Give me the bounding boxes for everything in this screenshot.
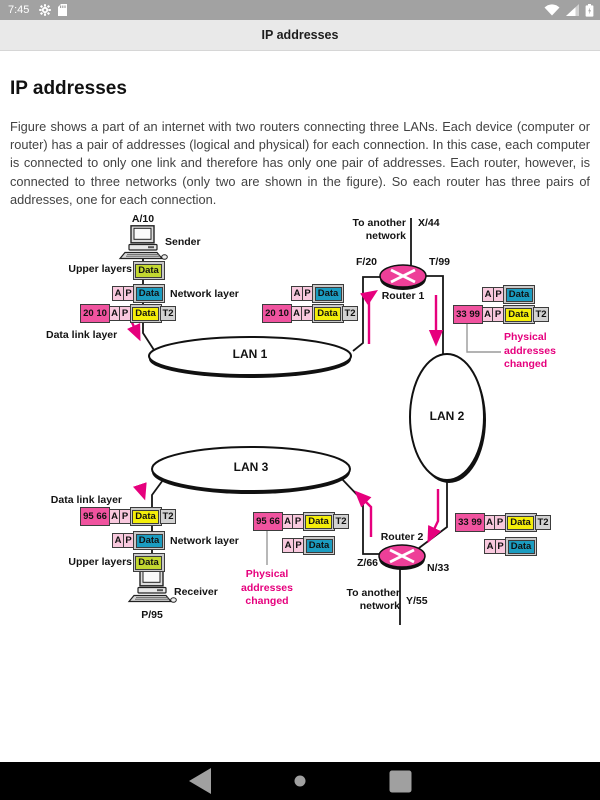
data-field-frame xyxy=(133,261,165,280)
router2-right-port-label: N/33 xyxy=(427,562,450,574)
physical-addresses-changed-note-2: Physical addresses changed xyxy=(241,568,293,607)
sender-network-packet xyxy=(112,284,165,303)
data-field-frame xyxy=(303,536,335,555)
data-field-frame xyxy=(133,284,165,303)
router2-node xyxy=(379,545,425,570)
logical-address-a: A xyxy=(112,286,124,301)
receiver-label: Receiver xyxy=(174,586,218,598)
logical-address-a: A xyxy=(109,306,121,321)
physical-addresses-changed-note-1: Physical addresses changed xyxy=(504,331,556,370)
router1-third-port-label: X/44 xyxy=(418,217,440,229)
gear-icon xyxy=(39,4,51,16)
home-icon xyxy=(294,775,306,787)
data-field: Data xyxy=(505,308,532,322)
router1-out-datalink-frame xyxy=(453,305,549,324)
physical-address-pair: 33 99 xyxy=(453,305,483,324)
data-field: Data xyxy=(132,510,159,524)
physical-address-pair: 20 10 xyxy=(80,304,110,323)
data-field-frame xyxy=(505,513,537,532)
data-field: Data xyxy=(315,287,342,301)
upper-layers-label-sender: Upper layers xyxy=(68,263,132,275)
logical-address-p: P xyxy=(119,306,131,321)
router1-label: Router 1 xyxy=(381,290,425,302)
data-field-frame xyxy=(130,507,162,526)
data-field: Data xyxy=(136,534,163,548)
lan3-network-packet xyxy=(282,536,335,555)
clock: 7:45 xyxy=(8,4,30,16)
data-field: Data xyxy=(135,556,162,570)
data-field-frame xyxy=(303,512,335,531)
logical-address-a: A xyxy=(282,538,294,553)
data-link-layer-label-sender: Data link layer xyxy=(46,329,118,341)
router1-node xyxy=(380,265,426,290)
sender-computer-icon xyxy=(118,225,168,261)
receiver-upper-data xyxy=(134,553,165,572)
sender-upper-data xyxy=(134,261,165,280)
trailer-field: T2 xyxy=(533,307,549,322)
logical-address-a: A xyxy=(291,286,303,301)
network-layer-label-receiver: Network layer xyxy=(170,535,239,547)
data-link-layer-label-receiver: Data link layer xyxy=(50,494,122,506)
data-field-frame xyxy=(312,304,344,323)
data-field-frame xyxy=(503,305,535,324)
signal-icon xyxy=(566,4,579,16)
router1-note: To another network xyxy=(352,217,406,242)
back-button[interactable] xyxy=(186,762,214,800)
physical-address-pair: 95 66 xyxy=(253,512,283,531)
logical-address-p: P xyxy=(493,287,505,302)
router1-left-port-label: F/20 xyxy=(355,256,377,268)
logical-address-p: P xyxy=(492,307,504,322)
data-field-frame xyxy=(130,304,162,323)
router2-left-port-label: Z/66 xyxy=(356,557,378,569)
network-figure xyxy=(0,205,600,655)
data-field-frame xyxy=(312,284,344,303)
logical-address-a: A xyxy=(484,539,496,554)
sd-card-icon xyxy=(58,4,67,16)
lan1-label: LAN 1 xyxy=(232,347,268,361)
lan2-label: LAN 2 xyxy=(429,409,465,423)
sender-address-label: A/10 xyxy=(131,213,155,225)
logical-address-a: A xyxy=(484,515,496,530)
trailer-field: T2 xyxy=(342,306,358,321)
router2-label: Router 2 xyxy=(380,531,424,543)
logical-address-a: A xyxy=(109,509,121,524)
home-button[interactable] xyxy=(286,762,314,800)
lan3-datalink-frame xyxy=(253,512,349,531)
app-bar xyxy=(0,20,600,51)
data-field: Data xyxy=(507,516,534,530)
lan3-label: LAN 3 xyxy=(233,460,269,474)
data-field: Data xyxy=(506,288,533,302)
trailer-field: T2 xyxy=(333,514,349,529)
flow-arrows xyxy=(130,292,438,540)
logical-address-a: A xyxy=(112,533,124,548)
wifi-icon xyxy=(544,4,560,16)
receiver-address-label: P/95 xyxy=(141,609,163,621)
data-field-frame xyxy=(133,531,165,550)
router2-note: To another network xyxy=(346,587,400,612)
router1-out-network-packet xyxy=(482,285,535,304)
lan1-datalink-frame xyxy=(262,304,358,323)
logical-address-p: P xyxy=(292,514,304,529)
navigation-bar xyxy=(0,762,600,800)
router2-out-datalink-frame xyxy=(455,513,551,532)
page-title: IP addresses xyxy=(10,78,127,99)
receiver-datalink-frame xyxy=(80,507,176,526)
router1-right-port-label: T/99 xyxy=(429,256,451,268)
receiver-network-packet xyxy=(112,531,165,550)
receiver-computer-icon xyxy=(127,568,177,604)
data-field: Data xyxy=(135,264,162,278)
logical-address-a: A xyxy=(482,287,494,302)
battery-charging-icon xyxy=(585,4,594,17)
app-bar-title: IP addresses xyxy=(261,28,339,42)
lan1-network-packet xyxy=(291,284,344,303)
logical-address-a: A xyxy=(282,514,294,529)
logical-address-a: A xyxy=(482,307,494,322)
logical-address-a: A xyxy=(291,306,303,321)
logical-address-p: P xyxy=(123,533,135,548)
router2-third-port-label: Y/55 xyxy=(406,595,428,607)
recents-icon xyxy=(389,770,412,793)
body-paragraph: Figure shows a part of an internet with two routers connecting three LANs. Each device (computer or router) has a pair of addresses (logical and physical) for each connection. In this case, each computer is connected to only one link and therefore has only one pair of addresses. Each router, however, is connected to three networks (only two are shown in the figure). So each router has three pairs of addresses, one for each connection. xyxy=(10,119,590,207)
sender-label: Sender xyxy=(165,236,201,248)
trailer-field: T2 xyxy=(160,509,176,524)
physical-address-pair: 33 99 xyxy=(455,513,485,532)
data-field-frame xyxy=(503,285,535,304)
sender-datalink-frame xyxy=(80,304,176,323)
data-field: Data xyxy=(508,540,535,554)
router2-out-network-packet xyxy=(484,537,537,556)
trailer-field: T2 xyxy=(535,515,551,530)
upper-layers-label-receiver: Upper layers xyxy=(68,556,132,568)
logical-address-p: P xyxy=(293,538,305,553)
status-bar xyxy=(0,0,600,20)
data-field-frame xyxy=(133,553,165,572)
data-field-frame xyxy=(505,537,537,556)
data-field: Data xyxy=(314,307,341,321)
physical-address-pair: 95 66 xyxy=(80,507,110,526)
logical-address-p: P xyxy=(119,509,131,524)
logical-address-p: P xyxy=(302,286,314,301)
trailer-field: T2 xyxy=(160,306,176,321)
logical-address-p: P xyxy=(301,306,313,321)
data-field: Data xyxy=(136,287,163,301)
data-field: Data xyxy=(305,515,332,529)
recents-button[interactable] xyxy=(386,762,414,800)
logical-address-p: P xyxy=(495,539,507,554)
data-field: Data xyxy=(306,539,333,553)
physical-address-pair: 20 10 xyxy=(262,304,292,323)
logical-address-p: P xyxy=(494,515,506,530)
data-field: Data xyxy=(132,307,159,321)
back-icon xyxy=(189,768,211,794)
network-layer-label-sender: Network layer xyxy=(170,288,239,300)
logical-address-p: P xyxy=(123,286,135,301)
